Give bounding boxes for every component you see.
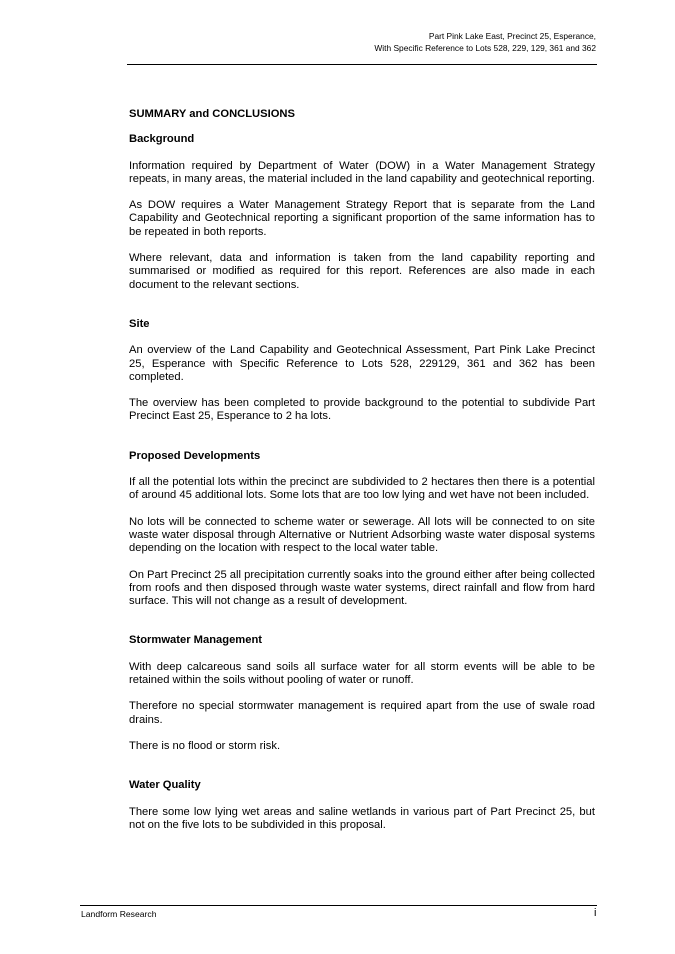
paragraph: If all the potential lots within the precinct are subdivided to 2 hectares then there is a potential of around 45 additional lots. Some lots that are too low lying and wet have not been included. [129, 476, 595, 502]
paragraph: Where relevant, data and information is taken from the land capability reporting and summarised or modified as required for this report. References are also made in each document to the relevant sections. [129, 252, 595, 291]
section-water-quality [129, 779, 595, 832]
document-body [129, 108, 595, 832]
section-stormwater-management [129, 634, 595, 753]
header-divider [127, 64, 597, 65]
paragraph: There is no flood or storm risk. [129, 739, 281, 752]
page-number: i [594, 907, 597, 919]
paragraph: On Part Precinct 25 all precipitation currently soaks into the ground either after being collected from roofs and then disposed through waste water systems, direct rainfall and flow from hard surface. This will not change as a result of development. [129, 568, 595, 608]
section-heading: Background [129, 133, 195, 146]
paragraph: Therefore no special stormwater management is required apart from the use of swale road drains. [129, 700, 595, 726]
section-proposed-developments [129, 450, 595, 609]
paragraph: With deep calcareous sand soils all surface water for all storm events will be able to be retained within the soils without pooling of water or runoff. [129, 660, 595, 687]
running-header [116, 31, 596, 54]
paragraph: As DOW requires a Water Management Strategy Report that is separate from the Land Capability and Geotechnical reporting a significant proportion of the same information has to be repeated in both reports. [129, 199, 595, 238]
paragraph: The overview has been completed to provide background to the potential to subdivide Part Precinct East 25, Esperance to 2 ha lots. [129, 397, 595, 423]
section-heading: Proposed Developments [129, 449, 261, 462]
header-line-2: With Specific Reference to Lots 528, 229, 129, 361 and 362 [374, 42, 596, 53]
paragraph: There some low lying wet areas and saline wetlands in various part of Part Precinct 25, but not on the five lots to be subdivided in this proposal. [129, 805, 595, 831]
paragraph: Information required by Department of Water (DOW) in a Water Management Strategy repeats, in many areas, the material included in the land capability and geotechnical reporting. [129, 159, 595, 185]
section-heading: Site [129, 317, 150, 330]
section-heading: Water Quality [129, 779, 201, 792]
section-background [129, 133, 595, 292]
section-heading: Stormwater Management [129, 634, 263, 647]
paragraph: No lots will be connected to scheme water or sewerage. All lots will be connected to on site waste water disposal through Alternative or Nutrient Adsorbing waste water disposal systems depending on the location with respect to the local water table. [129, 515, 595, 555]
paragraph: An overview of the Land Capability and Geotechnical Assessment, Part Pink Lake Precinct 25, Esperance with Specific Reference to Lots 528, 229129, 361 and 362 has been completed. [129, 344, 595, 383]
footer-divider [80, 905, 597, 906]
document-title: SUMMARY and CONCLUSIONS [129, 108, 295, 120]
header-line-1: Part Pink Lake East, Precinct 25, Esperance, [428, 31, 596, 41]
footer-organisation: Landform Research [81, 909, 157, 919]
section-site [129, 318, 595, 424]
